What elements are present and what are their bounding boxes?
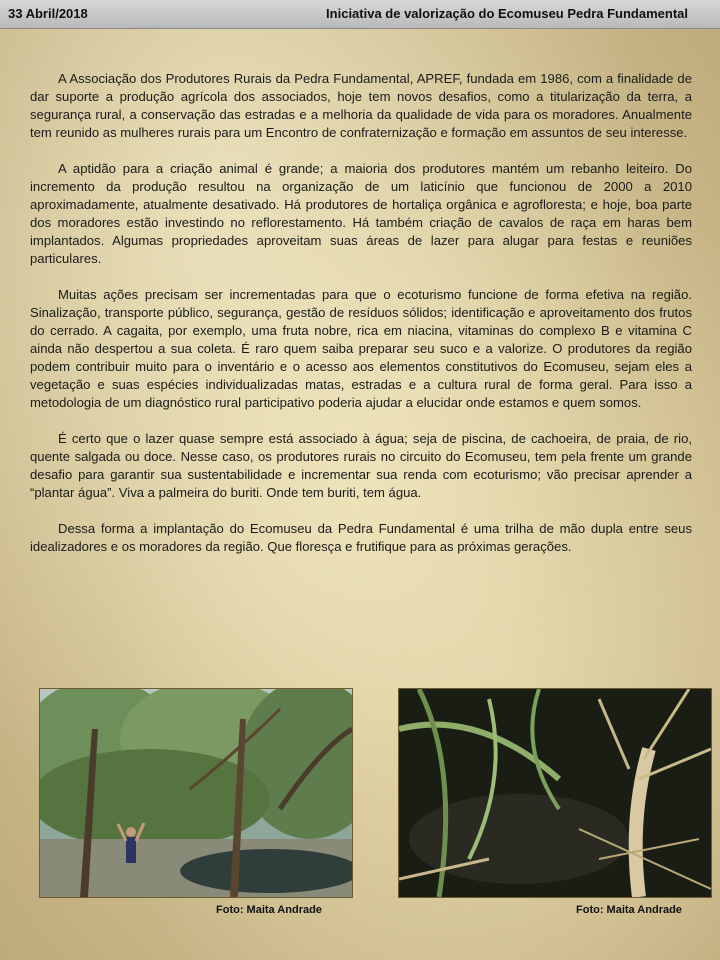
paragraph: É certo que o lazer quase sempre está associado à água; seja de piscina, de cachoeira, de praia, de rio, quente salgada ou doce. Nesse caso, os produtores rurais no circuito do Ecomuseu, tem pela frente um grande desafio para garantir sua sustentabilidade e incrementar sua renda com ecoturismo; vão precisar aprender a “plantar água”. Viva a palmeira do buriti. Onde tem buriti, tem água. <box>30 431 692 500</box>
photo-forest-pond <box>39 688 353 898</box>
paragraph: Dessa forma a implantação do Ecomuseu da Pedra Fundamental é uma trilha de mão dupla entre seus idealizadores e os moradores da região. Que floresça e frutifique para as próximas gerações. <box>30 521 692 554</box>
issue-date: 33 Abril/2018 <box>8 6 88 21</box>
paragraph: A Associação dos Produtores Rurais da Pedra Fundamental, APREF, fundada em 1986, com a finalidade de dar suporte a produção agrícola dos associados, hoje tem novos desafios, como a titularização da terra, a segurança rural, a conservação das estradas e a melhoria da qualidade de vida para os moradores. Anualmente tem reunido as mulheres rurais para um Encontro de confraternização e formação em assuntos de seu interesse. <box>30 71 692 140</box>
header-title: Iniciativa de valorização do Ecomuseu Pedra Fundamental <box>326 6 688 21</box>
photo-caption: Foto: Maita Andrade <box>216 904 322 916</box>
page-header <box>0 0 720 29</box>
article-body <box>30 70 692 574</box>
photo-caption: Foto: Maita Andrade <box>576 904 682 916</box>
paragraph: Muitas ações precisam ser incrementadas para que o ecoturismo funcione de forma efetiva na região. Sinalização, transporte público, segurança, gestão de resíduos sólidos; identificação e aproveitamento dos frutos do cerrado. A cagaita, por exemplo, uma fruta nobre, rica em niacina, vitaminas do complexo B e vitamina C ainda não despertou a sua coleta. É raro quem saiba preparar seu suco e a valorize. O produtores da região podem contribuir muito para o inventário e o acesso aos elementos constitutivos do Ecomuseu, sejam eles a vegetação e suas espécies individualizadas matas, estradas e a cultura rural de forma geral. Para isso a metodologia de um diagnóstico rural participativo poderia ajudar a elucidar onde estamos e quem somos. <box>30 287 692 410</box>
photo-buriti-stream <box>398 688 712 898</box>
paragraph: A aptidão para a criação animal é grande; a maioria dos produtores mantém um rebanho leiteiro. Do incremento da produção resultou na organização de um laticínio que funcionou de 2000 a 2010 aproximadamente, atualmente desativado. Há produtores de hortaliça orgânica e agrofloresta; e hoje, boa parte dos moradores estão investindo no reflorestamento. Há também criação de cavalos de raça em haras bem implantados. Algumas propriedades aproveitam suas áreas de lazer para alugar para festas e reuniões particulares. <box>30 161 692 266</box>
